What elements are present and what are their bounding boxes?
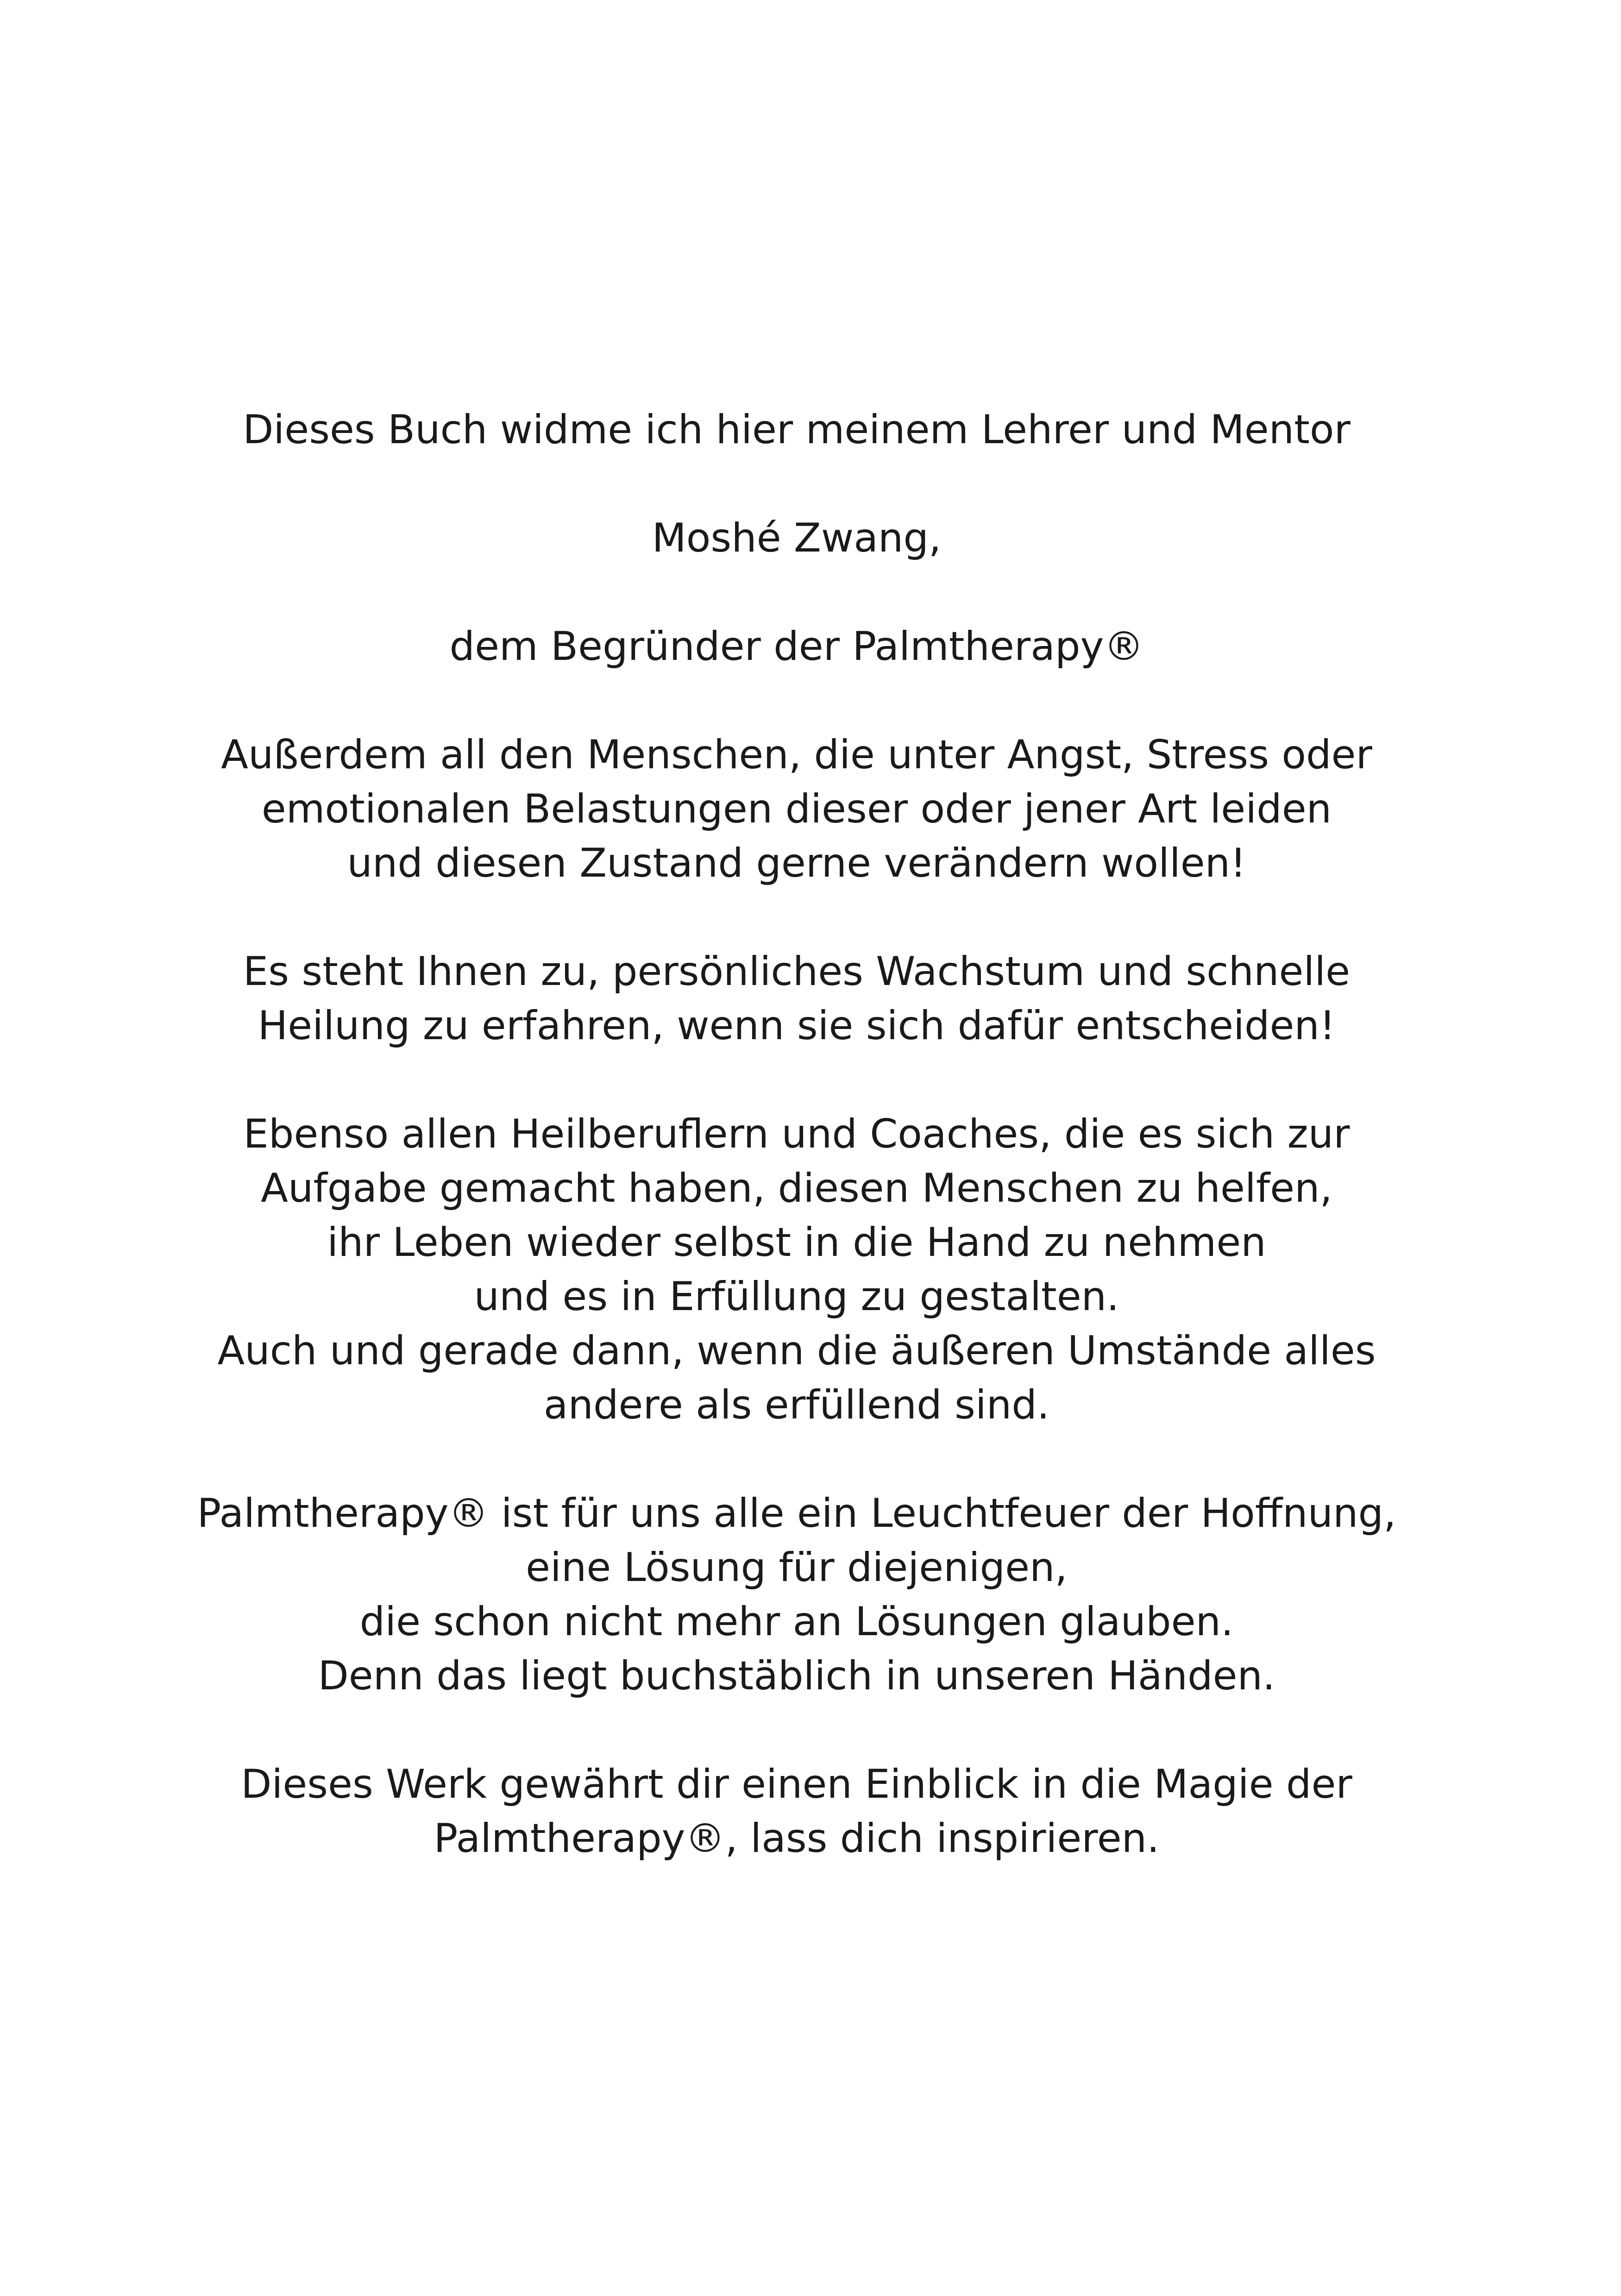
dedication-line: Denn das liegt buchstäblich in unseren Händen. [318,1653,1275,1699]
paragraph-gap [0,565,1593,620]
dedication-line: Außerdem all den Menschen, die unter Angst, Stress oder [221,732,1372,778]
dedication-line: eine Lösung für diejenigen, [526,1544,1068,1591]
dedication-line: Palmtherapy® ist für uns alle ein Leuchtfeuer der Hoffnung, [197,1490,1396,1537]
dedication-line: Aufgabe gemacht haben, diesen Menschen zu helfen, [261,1165,1332,1211]
paragraph-gap [0,674,1593,728]
dedication-line: Palmtherapy®, lass dich inspirieren. [434,1815,1160,1862]
dedication-line: die schon nicht mehr an Lösungen glauben. [359,1599,1234,1645]
dedication-line: ihr Leben wieder selbst in die Hand zu nehmen [327,1219,1266,1266]
dedication-line: Dieses Buch widme ich hier meinem Lehrer und Mentor [243,407,1351,453]
dedication-line: andere als erfüllend sind. [543,1382,1050,1428]
dedication-line: Dieses Werk gewährt dir einen Einblick in die Magie der [241,1761,1352,1807]
dedication-line: Auch und gerade dann, wenn die äußeren Umstände alles [217,1328,1376,1374]
dedication-line: Es steht Ihnen zu, persönliches Wachstum und schnelle [243,948,1351,995]
dedication-line: und diesen Zustand gerne verändern wollen! [347,840,1246,886]
paragraph-gap [0,1432,1593,1487]
dedication-line: dem Begründer der Palmtherapy® [449,623,1144,670]
dedication-line: Ebenso allen Heilberuflern und Coaches, die es sich zur [243,1111,1350,1157]
paragraph-gap [0,1053,1593,1107]
dedication-line: und es in Erfüllung zu gestalten. [474,1273,1119,1320]
dedication-line: Heilung zu erfahren, wenn sie sich dafür entscheiden! [258,1003,1336,1049]
dedication-line: emotionalen Belastungen dieser oder jener Art leiden [261,786,1332,832]
mentor-name: Moshé Zwang, [652,515,942,561]
paragraph-gap [0,457,1593,511]
paragraph-gap [0,891,1593,945]
dedication-text [0,403,1593,1866]
paragraph-gap [0,1703,1593,1757]
